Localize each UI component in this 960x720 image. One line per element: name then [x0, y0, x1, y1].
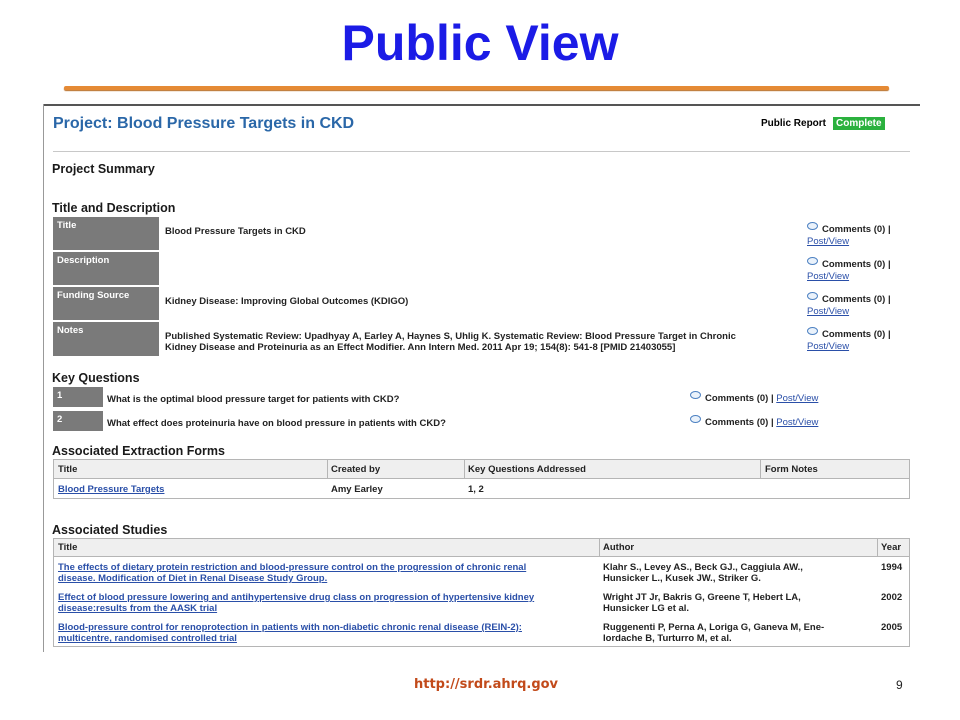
footer-url[interactable]: http://srdr.ahrq.gov — [414, 677, 559, 692]
comment-bubble-icon — [690, 415, 701, 423]
comments-funding — [807, 294, 891, 318]
study-author: Wright JT Jr, Bakris G, Greene T, Hebert LA, — [603, 592, 801, 603]
study-title-link[interactable]: The effects of dietary protein restriction and blood-pressure control on the progression of chronic renal — [58, 562, 527, 573]
created-by-value: Amy Earley — [331, 484, 383, 495]
kq-text: What effect does proteinuria have on blood pressure in patients with CKD? — [107, 418, 446, 429]
kq-number: 1 — [53, 387, 103, 407]
extraction-forms-heading: Associated Extraction Forms — [52, 444, 225, 458]
study-title-link[interactable]: disease:results from the AASK trial — [58, 603, 218, 614]
row-label-description: Description — [53, 252, 159, 285]
column-header-title: Title — [58, 464, 78, 475]
comments-title — [807, 224, 891, 248]
comments-count: Comments (0) | — [822, 294, 891, 305]
column-header-year: Year — [881, 542, 902, 553]
comment-bubble-icon — [807, 327, 818, 335]
comments-description — [807, 259, 891, 283]
column-divider — [464, 460, 465, 479]
header-divider — [53, 151, 910, 152]
comment-bubble-icon — [807, 257, 818, 265]
project-title: Project: Blood Pressure Targets in CKD — [53, 115, 355, 132]
column-divider — [877, 539, 878, 557]
studies-heading: Associated Studies — [52, 523, 168, 537]
post-view-link[interactable]: Post/View — [807, 271, 850, 282]
comments-count: Comments (0) | — [822, 259, 891, 270]
row-value-title: Blood Pressure Targets in CKD — [165, 226, 306, 237]
study-year: 1994 — [881, 562, 903, 573]
row-value-funding: Kidney Disease: Improving Global Outcomes (KDIGO) — [165, 296, 409, 307]
column-header-author: Author — [603, 542, 635, 553]
column-divider — [327, 460, 328, 479]
slide-title: Public View — [341, 15, 619, 71]
extraction-form-link[interactable]: Blood Pressure Targets — [58, 484, 165, 495]
post-view-link[interactable]: Post/View — [807, 341, 850, 352]
comment-bubble-icon — [807, 292, 818, 300]
page-number: 9 — [896, 678, 903, 692]
kq-addressed-value: 1, 2 — [468, 484, 484, 495]
comment-bubble-icon — [807, 222, 818, 230]
status-badge: Complete — [833, 117, 885, 130]
public-report-label: Public Report — [761, 118, 827, 129]
kq-number: 2 — [53, 411, 103, 431]
study-title-link[interactable]: Blood-pressure control for renoprotection in patients with non-diabetic chronic renal disease (REIN-2): — [58, 622, 522, 633]
kq-comments — [690, 417, 818, 428]
column-header-title: Title — [58, 542, 78, 553]
column-header-kq: Key Questions Addressed — [468, 464, 586, 475]
comments-count: Comments (0) | — [822, 224, 891, 235]
comments-count: Comments (0) | — [705, 417, 774, 428]
key-questions-heading: Key Questions — [52, 371, 140, 385]
comments-count: Comments (0) | — [705, 393, 774, 404]
comments-count: Comments (0) | — [822, 329, 891, 340]
post-view-link[interactable]: Post/View — [776, 417, 819, 428]
post-view-link[interactable]: Post/View — [807, 236, 850, 247]
screenshot-top-border — [43, 104, 920, 106]
project-summary-heading: Project Summary — [52, 162, 155, 176]
study-year: 2005 — [881, 622, 903, 633]
post-view-link[interactable]: Post/View — [776, 393, 819, 404]
study-author: Hunsicker L., Kusek JW., Striker G. — [603, 573, 761, 584]
kq-comments — [690, 393, 818, 404]
row-value-notes-line2: Kidney Disease and Proteinuria as an Effect Modifier. Ann Intern Med. 2011 Apr 19; 154(8): 541-8 [PMID 21403055] — [165, 342, 676, 353]
study-title-link[interactable]: multicentre, randomised controlled trial — [58, 633, 237, 644]
comment-bubble-icon — [690, 391, 701, 399]
column-header-form-notes: Form Notes — [765, 464, 818, 475]
column-divider — [760, 460, 761, 479]
screenshot-left-border — [43, 104, 44, 652]
row-label-notes: Notes — [53, 322, 159, 356]
study-author: Hunsicker LG et al. — [603, 603, 690, 614]
comments-notes — [807, 329, 891, 353]
column-header-created-by: Created by — [331, 464, 381, 475]
post-view-link[interactable]: Post/View — [807, 306, 850, 317]
study-title-link[interactable]: disease. Modification of Diet in Renal Disease Study Group. — [58, 573, 328, 584]
title-divider — [64, 86, 889, 90]
row-value-notes-line1: Published Systematic Review: Upadhyay A, Earley A, Haynes S, Uhlig K. Systematic Review: Blood Pressure Target in Chronic — [165, 331, 736, 342]
column-divider — [599, 539, 600, 557]
row-label-title: Title — [53, 217, 159, 250]
study-title-link[interactable]: Effect of blood pressure lowering and antihypertensive drug class on progression of hypertensive kidney — [58, 592, 535, 603]
study-author: Klahr S., Levey AS., Beck GJ., Caggiula AW., — [603, 562, 803, 573]
row-label-funding: Funding Source — [53, 287, 159, 320]
study-author: Iordache B, Turturro M, et al. — [603, 633, 732, 644]
study-year: 2002 — [881, 592, 903, 603]
study-author: Ruggenenti P, Perna A, Loriga G, Ganeva M, Ene- — [603, 622, 825, 633]
kq-text: What is the optimal blood pressure target for patients with CKD? — [107, 394, 400, 405]
title-description-heading: Title and Description — [52, 201, 176, 215]
table-header-row — [54, 539, 909, 557]
